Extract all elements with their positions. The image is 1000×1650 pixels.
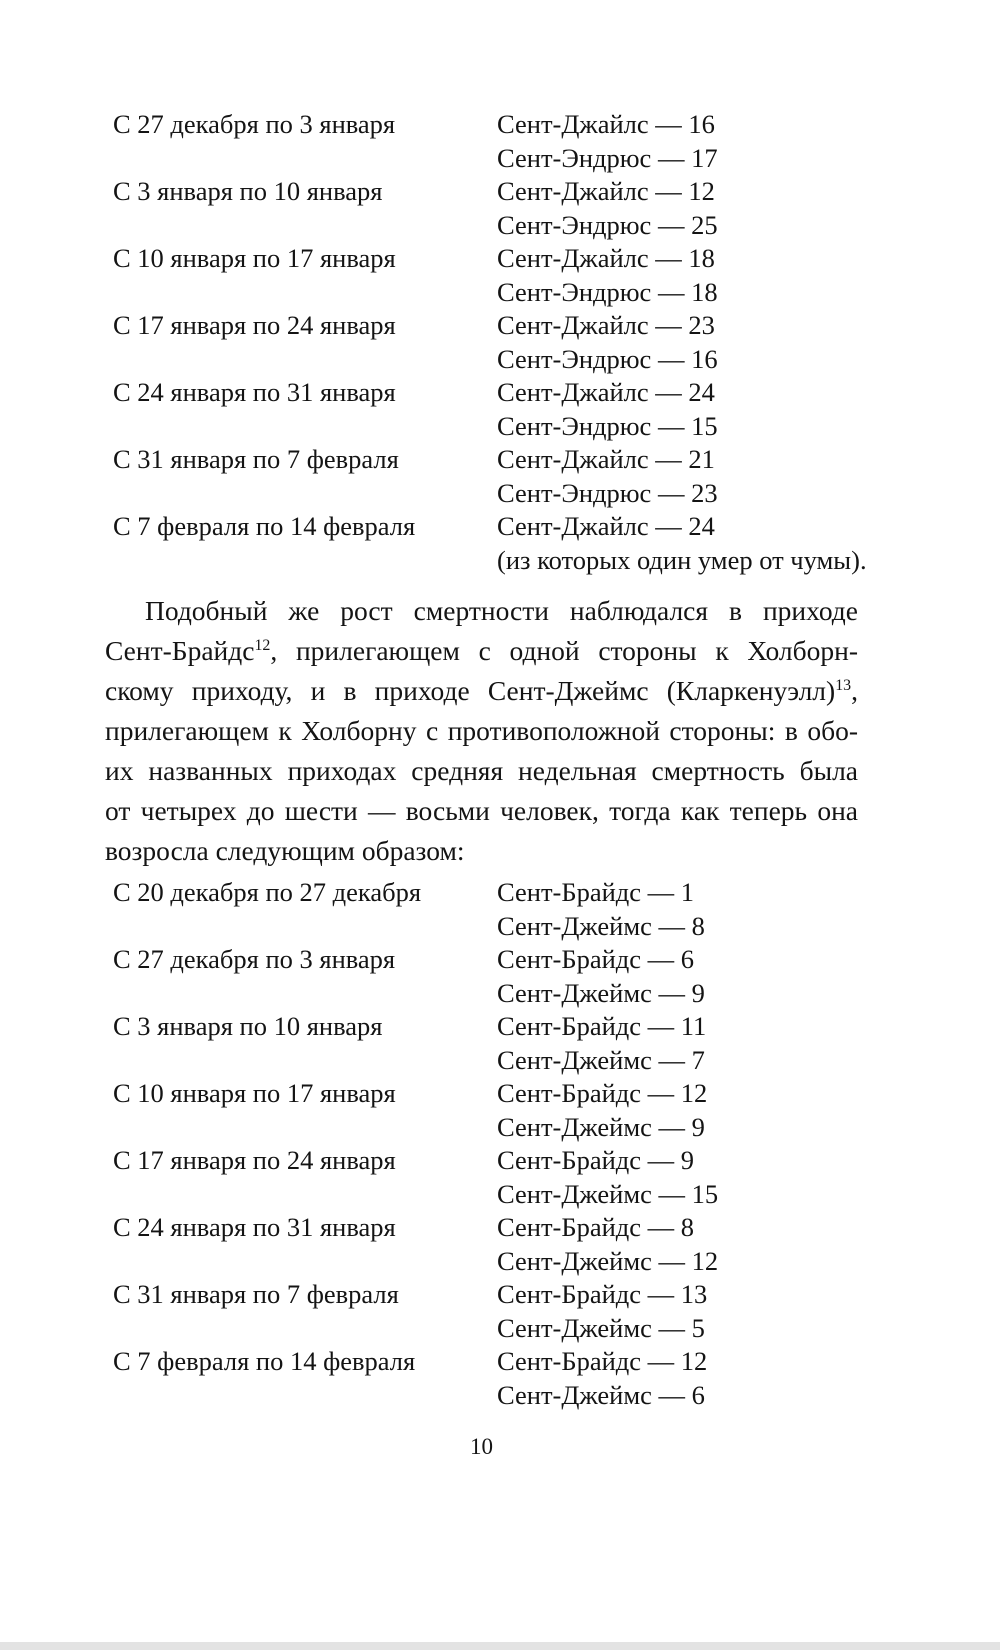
table-row [113,309,867,343]
date-range: С 10 января по 17 января [113,243,396,273]
table-row [113,343,867,377]
date-range: С 7 февраля по 14 февраля [113,1346,416,1376]
footnote-ref-13: 13 [835,676,852,694]
date-range: С 27 декабря по 3 января [113,109,396,139]
table-row [113,276,867,310]
parish-count: Сент-Брайдс — 9 [497,1145,695,1175]
parish-count: Сент-Брайдс — 11 [497,1011,707,1041]
table-row [113,108,867,142]
table-row [113,242,867,276]
table-row [113,209,867,243]
parish-count: Сент-Джайлс — 21 [497,444,715,474]
parish-count: Сент-Эндрюс — 25 [497,209,718,240]
paragraph-line [105,671,858,711]
paragraph-line: прилегающем к Холборну с противоположной стороны: в обо- [105,715,858,746]
date-range: С 31 января по 7 февраля [113,1279,399,1309]
table-row [113,1345,718,1379]
parish-count: Сент-Брайдс — 1 [497,877,695,907]
table-row [113,1178,718,1212]
paragraph-text: , [851,675,858,706]
footnote-ref-12: 12 [254,636,271,654]
table-row [113,1245,718,1279]
table-row [113,1278,718,1312]
table-row [113,544,867,578]
paragraph-line [105,631,858,671]
date-range: С 17 января по 24 января [113,1145,396,1175]
paragraph-text: скому приходу, и в приходе Сент-Джеймс (Кларкенуэлл) [105,675,836,706]
page-number: 10 [470,1434,493,1459]
body-paragraph [105,591,858,871]
date-range: С 24 января по 31 января [113,377,396,407]
parish-count: Сент-Джайлс — 24 [497,377,715,407]
table-row [113,510,867,544]
date-range: С 3 января по 10 января [113,176,383,206]
parish-count: Сент-Джеймс — 6 [497,1379,705,1410]
table-row [113,977,718,1011]
parish-count: Сент-Джеймс — 7 [497,1044,705,1075]
paragraph-text: , прилегающем с одной стороны к Холборн- [270,635,858,666]
paragraph-line: их названных приходах средняя недельная смертность была [105,755,858,786]
parish-count: Сент-Джеймс — 9 [497,1111,705,1142]
date-range: С 10 января по 17 января [113,1078,396,1108]
parish-count: Сент-Эндрюс — 16 [497,343,718,374]
date-range: С 27 декабря по 3 января [113,944,396,974]
parish-count: Сент-Эндрюс — 15 [497,410,718,441]
parish-count: Сент-Джеймс — 15 [497,1178,719,1209]
parish-count: Сент-Эндрюс — 17 [497,142,718,173]
date-range: С 20 декабря по 27 декабря [113,877,422,907]
table-row [113,943,718,977]
table-row [113,477,867,511]
parish-count: Сент-Джеймс — 5 [497,1312,705,1343]
table-row [113,142,867,176]
paragraph-line: Подобный же рост смертности наблюдался в приходе [145,595,858,626]
parish-count: Сент-Джайлс — 12 [497,176,715,206]
parish-count: Сент-Брайдс — 13 [497,1279,708,1309]
parish-count: Сент-Джайлс — 23 [497,310,715,340]
table-row [113,1379,718,1413]
date-range: С 3 января по 10 января [113,1011,383,1041]
table-row [113,1111,718,1145]
parish-count: Сент-Брайдс — 8 [497,1212,695,1242]
mortality-table-stbrides-stjames [113,876,718,1412]
date-range: С 24 января по 31 января [113,1212,396,1242]
parish-count: Сент-Джеймс — 9 [497,977,705,1008]
parish-count: Сент-Джайлс — 16 [497,109,715,139]
parish-count: Сент-Джайлс — 18 [497,243,715,273]
table-row [113,1144,718,1178]
parish-count: Сент-Джеймс — 8 [497,910,705,941]
parish-count: Сент-Эндрюс — 23 [497,477,718,508]
plague-note: (из которых один умер от чумы). [497,544,867,575]
table-row [113,1077,718,1111]
page-bottom-edge [0,1642,1000,1650]
paragraph-line: от четырех до шести — восьми человек, тогда как теперь она [105,795,858,826]
parish-count: Сент-Брайдс — 12 [497,1346,708,1376]
parish-count: Сент-Джеймс — 12 [497,1245,719,1276]
parish-count: Сент-Брайдс — 6 [497,944,695,974]
paragraph-text: Сент-Брайдс [105,635,255,666]
table-row [113,175,867,209]
table-row [113,410,867,444]
mortality-table-stgiles-standrews [113,108,867,577]
date-range: С 31 января по 7 февраля [113,444,399,474]
parish-count: Сент-Брайдс — 12 [497,1078,708,1108]
date-range: С 7 февраля по 14 февраля [113,511,416,541]
parish-count: Сент-Эндрюс — 18 [497,276,718,307]
table-row [113,910,718,944]
parish-count: Сент-Джайлс — 24 [497,511,715,541]
table-row [113,876,718,910]
date-range: С 17 января по 24 января [113,310,396,340]
table-row [113,443,867,477]
table-row [113,376,867,410]
table-row [113,1044,718,1078]
paragraph-line: возросла следующим образом: [105,835,465,866]
table-row [113,1211,718,1245]
table-row [113,1010,718,1044]
table-row [113,1312,718,1346]
